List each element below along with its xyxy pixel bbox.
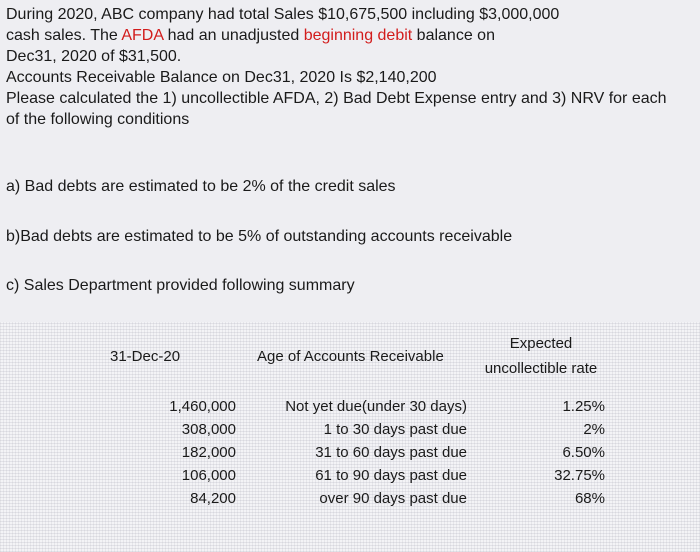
row-age-category: 31 to 60 days past due [315, 444, 467, 461]
intro-line-1-text: During 2020, ABC company had total Sales $10,675,500 including $3,000,000 [6, 6, 560, 23]
condition-c: c) Sales Department provided following summary [6, 277, 355, 294]
header-age: Age of Accounts Receivable [257, 348, 444, 365]
problem-intro [6, 4, 696, 130]
intro-line-2-text-a: cash sales. The [6, 27, 122, 44]
row-age-category: Not yet due(under 30 days) [285, 398, 467, 415]
row-age-category: over 90 days past due [319, 490, 467, 507]
condition-b: b)Bad debts are estimated to be 5% of outstanding accounts receivable [6, 228, 513, 245]
intro-line-3: Dec31, 2020 of $31,500. [6, 48, 182, 65]
header-expected-line-2: uncollectible rate [484, 360, 598, 377]
intro-line-2 [6, 25, 696, 46]
row-rate: 6.50% [562, 444, 605, 461]
header-date: 31-Dec-20 [110, 348, 181, 365]
row-amount: 1,460,000 [169, 398, 236, 415]
row-rate: 1.25% [562, 398, 605, 415]
intro-line-5: Please calculated the 1) uncollectible AFDA, 2) Bad Debt Expense entry and 3) NRV for each [6, 90, 667, 107]
intro-line-4: Accounts Receivable Balance on Dec31, 2020 Is $2,140,200 [6, 69, 437, 86]
row-amount: 106,000 [181, 467, 236, 484]
afda-highlight: AFDA [121, 27, 164, 44]
row-amount: 182,000 [181, 444, 236, 461]
row-rate: 32.75% [554, 467, 605, 484]
beginning-debit-highlight: beginning debit [303, 27, 413, 44]
intro-line-2-text-b: had an unadjusted [163, 27, 304, 44]
intro-line-1 [6, 4, 696, 25]
row-rate: 2% [583, 421, 605, 438]
aging-schedule-table [0, 322, 700, 552]
row-age-category: 61 to 90 days past due [315, 467, 467, 484]
header-expected-line-1: Expected [509, 335, 573, 352]
row-rate: 68% [574, 490, 605, 507]
condition-a: a) Bad debts are estimated to be 2% of the credit sales [6, 178, 396, 195]
intro-line-6: of the following conditions [6, 111, 190, 128]
row-amount: 308,000 [181, 421, 236, 438]
intro-line-2-text-c: balance on [412, 27, 495, 44]
row-age-category: 1 to 30 days past due [323, 421, 467, 438]
row-amount: 84,200 [190, 490, 236, 507]
